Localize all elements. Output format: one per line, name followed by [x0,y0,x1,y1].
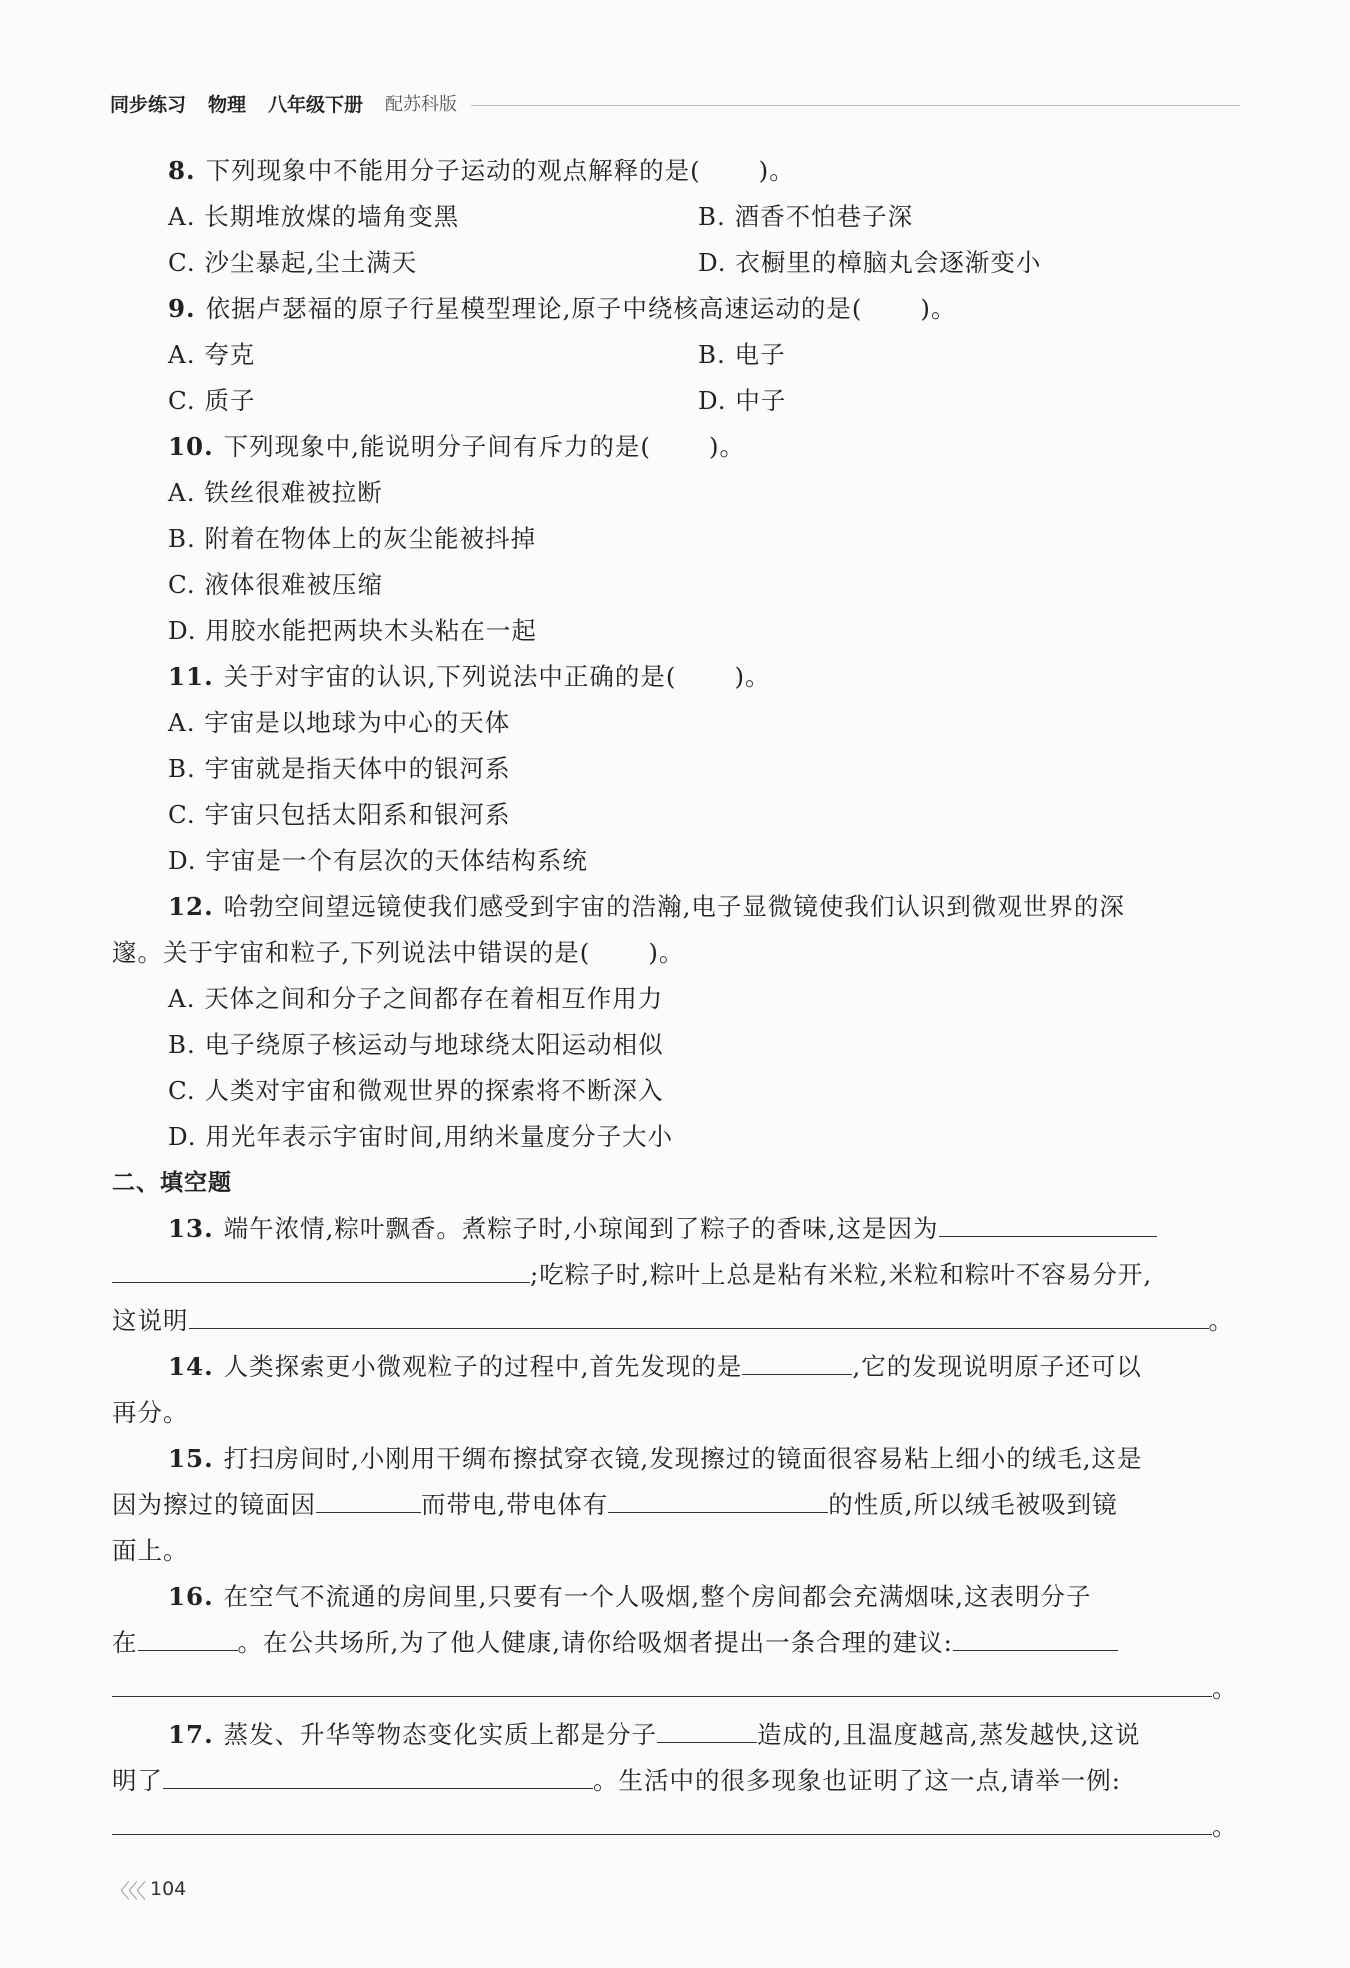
page-content [112,148,1237,1850]
question-text: 打扫房间时,小刚用干绸布擦拭穿衣镜,发现擦过的镜面很容易粘上细小的绒毛,这是 [223,1444,1143,1473]
option-d[interactable]: D. 中子 [698,386,787,415]
question-number: 12. [168,892,214,921]
question-text: 关于对宇宙的认识,下列说法中正确的是( [223,662,677,691]
fill-blank[interactable] [953,1620,1118,1651]
question-number: 13. [168,1214,214,1243]
header-edition: 配苏科版 [385,94,458,115]
header-rule [471,105,1240,106]
question-10-stem [112,424,1237,470]
page-number: 104 [150,1878,187,1900]
option-b[interactable]: B. 电子绕原子核运动与地球绕太阳运动相似 [168,1030,664,1059]
option-c[interactable]: C. 液体很难被压缩 [168,570,383,599]
question-13-line1 [112,1206,1237,1252]
option-d[interactable]: D. 宇宙是一个有层次的天体结构系统 [168,846,588,875]
chevron-left-icon: 〈〈〈 [110,1878,144,1903]
header-subject: 物理 [208,93,247,116]
option-a[interactable]: A. 长期堆放煤的墙角变黑 [168,202,460,231]
question-number: 11. [168,662,214,691]
question-text: 的性质,所以绒毛被吸到镜 [828,1490,1118,1519]
fill-blank[interactable] [189,1298,1209,1329]
question-text: 明了 [112,1766,163,1795]
option-d[interactable]: D. 用胶水能把两块木头粘在一起 [168,616,537,645]
header-grade: 八年级下册 [268,93,364,116]
question-15-line1 [112,1436,1237,1482]
option-a[interactable]: A. 宇宙是以地球为中心的天体 [168,708,511,737]
question-text: 而带电,带电体有 [421,1490,609,1519]
option-b[interactable]: B. 宇宙就是指天体中的银河系 [168,754,511,783]
question-text: 下列现象中,能说明分子间有斥力的是( [223,432,651,461]
question-9-options-row1 [112,332,1237,378]
paren-close: )。 [708,432,746,461]
question-11-stem [112,654,1237,700]
question-17-line2 [112,1758,1237,1804]
option-c[interactable]: C. 沙尘暴起,尘土满天 [168,248,418,277]
question-8-options-row1 [112,194,1237,240]
question-8-stem [112,148,1237,194]
page-footer [110,1874,186,1904]
fill-blank[interactable] [742,1344,852,1375]
question-text: 蒸发、升华等物态变化实质上都是分子 [223,1720,658,1749]
question-16-line1 [112,1574,1237,1620]
question-16-line2 [112,1620,1237,1666]
option-b[interactable]: B. 附着在物体上的灰尘能被抖掉 [168,524,537,553]
question-12-stem-line1 [112,884,1237,930]
option-c[interactable]: C. 质子 [168,386,256,415]
question-number: 15. [168,1444,214,1473]
question-number: 10. [168,432,214,461]
question-text: 下列现象中不能用分子运动的观点解释的是( [205,156,701,185]
page-header [110,88,1240,118]
option-b[interactable]: B. 电子 [698,340,786,369]
fill-blank[interactable] [112,1252,530,1283]
option-c[interactable]: C. 人类对宇宙和微观世界的探索将不断深入 [168,1076,664,1105]
question-text: 造成的,且温度越高,蒸发越快,这说 [757,1720,1141,1749]
option-d[interactable]: D. 用光年表示宇宙时间,用纳米量度分子大小 [168,1122,674,1151]
question-text: 。在公共场所,为了他人健康,请你给吸烟者提出一条合理的建议: [237,1628,953,1657]
question-text: 在 [112,1628,138,1657]
fill-blank[interactable] [112,1666,1212,1697]
fill-blank[interactable] [939,1206,1157,1237]
question-number: 14. [168,1352,214,1381]
fill-blank[interactable] [163,1758,593,1789]
section-title: 二、填空题 [112,1170,232,1196]
question-17-line3 [112,1804,1237,1850]
question-number: 9. [168,294,196,323]
question-9-options-row2 [112,378,1237,424]
option-a[interactable]: A. 天体之间和分子之间都存在着相互作用力 [168,984,664,1013]
question-9-stem [112,286,1237,332]
option-a[interactable]: A. 夸克 [168,340,256,369]
option-c[interactable]: C. 宇宙只包括太阳系和银河系 [168,800,511,829]
question-15-line3: 面上。 [112,1536,189,1565]
paren-close: )。 [920,294,957,323]
question-16-line3 [112,1666,1237,1712]
fill-blank[interactable] [112,1804,1212,1835]
question-text: 因为擦过的镜面因 [112,1490,316,1519]
question-17-line1 [112,1712,1237,1758]
question-14-line1 [112,1344,1237,1390]
question-text: 。生活中的很多现象也证明了这一点,请举一例: [593,1766,1122,1795]
question-text: 端午浓情,粽叶飘香。煮粽子时,小琼闻到了粽子的香味,这是因为 [223,1214,939,1243]
question-number: 16. [168,1582,214,1611]
option-a[interactable]: A. 铁丝很难被拉断 [168,478,383,507]
fill-blank[interactable] [138,1620,238,1651]
question-12-stem-line2 [112,930,1237,976]
question-text: ,它的发现说明原子还可以 [852,1352,1142,1381]
period: 。 [1212,1674,1238,1703]
question-text: 在空气不流通的房间里,只要有一个人吸烟,整个房间都会充满烟味,这表明分子 [223,1582,1092,1611]
paren-close: )。 [734,662,771,691]
question-text: 哈勃空间望远镜使我们感受到宇宙的浩瀚,电子显微镜使我们认识到微观世界的深 [223,892,1125,921]
question-text: 依据卢瑟福的原子行星模型理论,原子中绕核高速运动的是( [205,294,863,323]
question-8-options-row2 [112,240,1237,286]
option-b[interactable]: B. 酒香不怕巷子深 [698,202,914,231]
question-text: ;吃粽子时,粽叶上总是粘有米粒,米粒和粽叶不容易分开, [530,1260,1153,1289]
fill-blank[interactable] [608,1482,828,1513]
question-14-line2: 再分。 [112,1398,189,1427]
question-text: 人类探索更小微观粒子的过程中,首先发现的是 [223,1352,743,1381]
question-15-line2 [112,1482,1237,1528]
question-13-line3 [112,1298,1237,1344]
question-text: 邃。关于宇宙和粒子,下列说法中错误的是( [112,938,591,967]
paren-close: )。 [758,156,795,185]
question-text: 这说明 [112,1306,189,1335]
fill-blank[interactable] [657,1712,757,1743]
question-13-line2 [112,1252,1237,1298]
question-number: 17. [168,1720,214,1749]
header-series: 同步练习 [110,93,187,116]
fill-blank[interactable] [316,1482,421,1513]
question-number: 8. [168,156,196,185]
period: 。 [1212,1812,1238,1841]
paren-close: )。 [648,938,685,967]
period: 。 [1208,1306,1234,1335]
option-d[interactable]: D. 衣橱里的樟脑丸会逐渐变小 [698,248,1042,277]
